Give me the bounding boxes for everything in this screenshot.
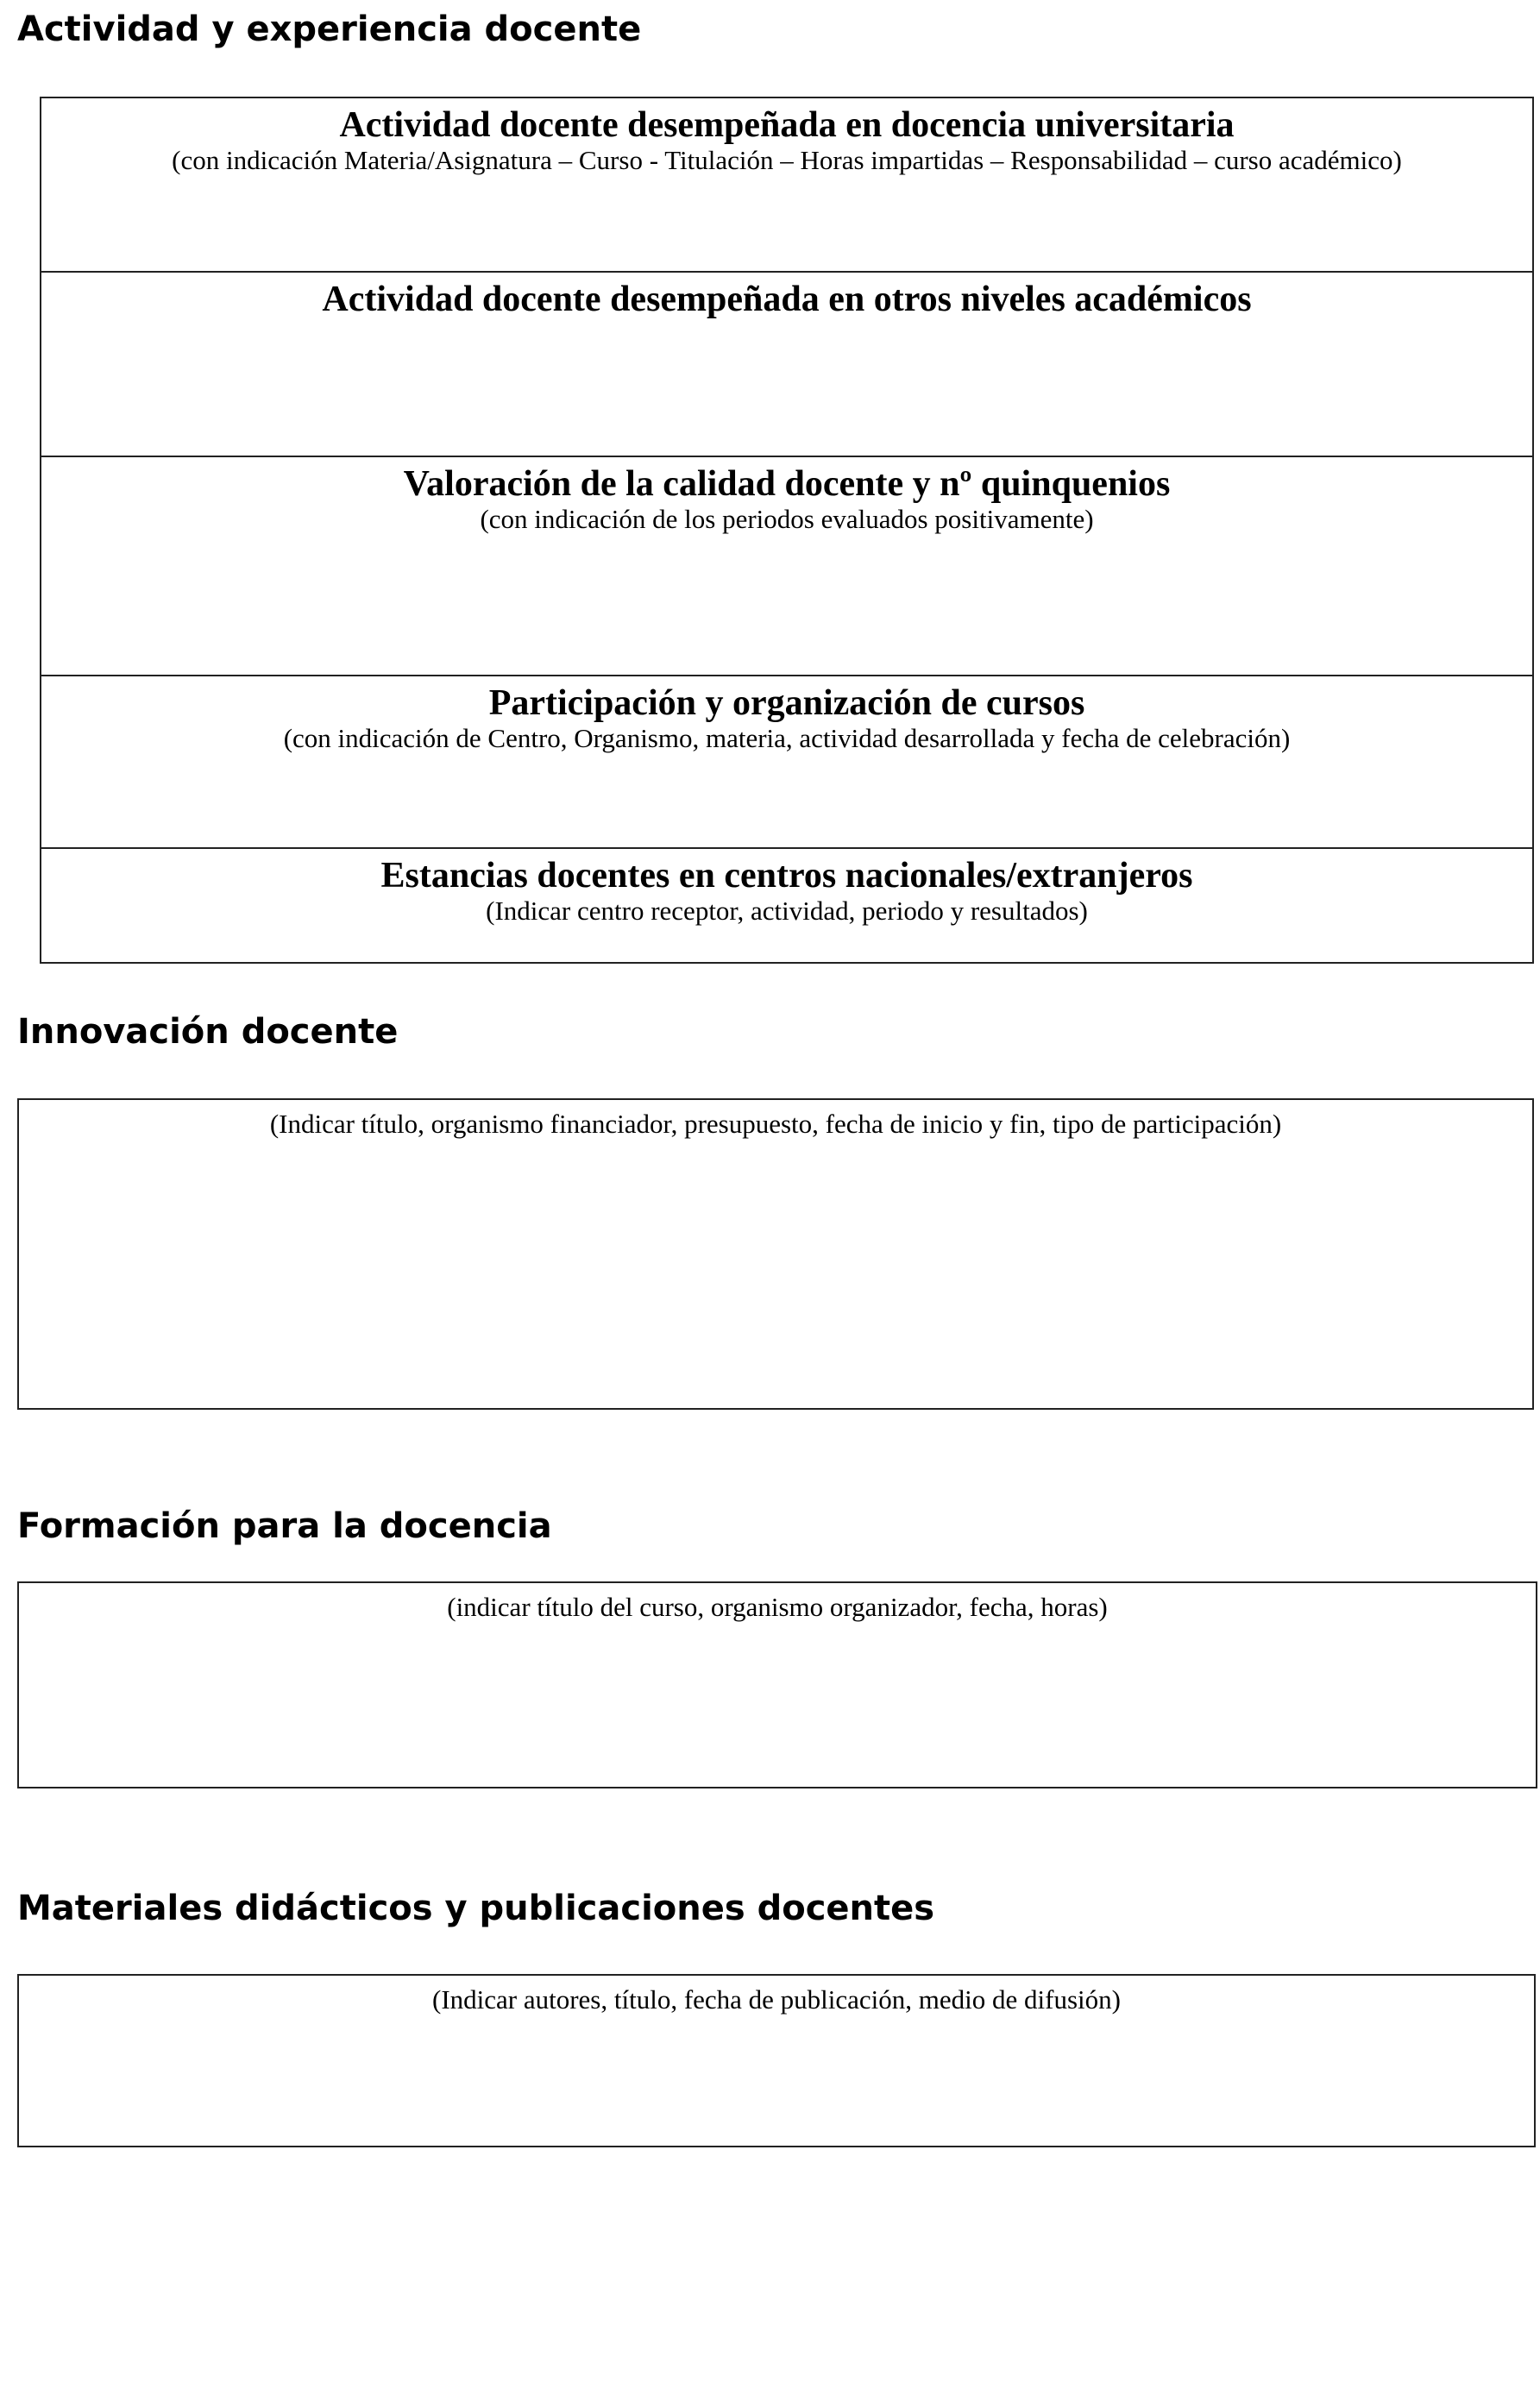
row-title: Estancias docentes en centros nacionales/extranjeros — [380, 856, 1193, 896]
section-heading-formacion: Formación para la docencia — [17, 1506, 552, 1546]
row-note: (con indicación Materia/Asignatura – Curso - Titulación – Horas impartidas – Responsabilidad – curso académico) — [172, 145, 1402, 175]
formacion-box[interactable] — [17, 1581, 1537, 1788]
row-title: Actividad docente desempeñada en otros niveles académicos — [322, 280, 1252, 319]
box-note: (Indicar autores, título, fecha de publicación, medio de difusión) — [432, 1984, 1121, 2015]
row-note: (Indicar centro receptor, actividad, periodo y resultados) — [486, 896, 1088, 926]
box-note: (indicar título del curso, organismo organizador, fecha, horas) — [447, 1592, 1108, 1622]
row-calidad-docente[interactable] — [41, 457, 1532, 676]
row-cursos[interactable] — [41, 676, 1532, 849]
row-docencia-universitaria[interactable] — [41, 98, 1532, 273]
row-note: (con indicación de los periodos evaluados positivamente) — [480, 504, 1094, 534]
section-heading-materiales: Materiales didácticos y publicaciones docentes — [17, 1889, 935, 1928]
box-note: (Indicar título, organismo financiador, presupuesto, fecha de inicio y fin, tipo de participación) — [269, 1109, 1282, 1139]
row-otros-niveles[interactable] — [41, 273, 1532, 457]
section-heading-actividad: Actividad y experiencia docente — [17, 9, 642, 49]
actividad-table — [40, 97, 1534, 964]
row-title: Valoración de la calidad docente y nº quinquenios — [403, 464, 1171, 504]
row-estancias[interactable] — [41, 849, 1532, 962]
innovacion-box[interactable] — [17, 1098, 1534, 1410]
row-title: Participación y organización de cursos — [488, 683, 1085, 723]
row-title: Actividad docente desempeñada en docencia universitaria — [339, 105, 1235, 145]
materiales-box[interactable] — [17, 1974, 1536, 2147]
row-note: (con indicación de Centro, Organismo, materia, actividad desarrollada y fecha de celebración) — [283, 723, 1291, 753]
section-heading-innovacion: Innovación docente — [17, 1012, 399, 1052]
